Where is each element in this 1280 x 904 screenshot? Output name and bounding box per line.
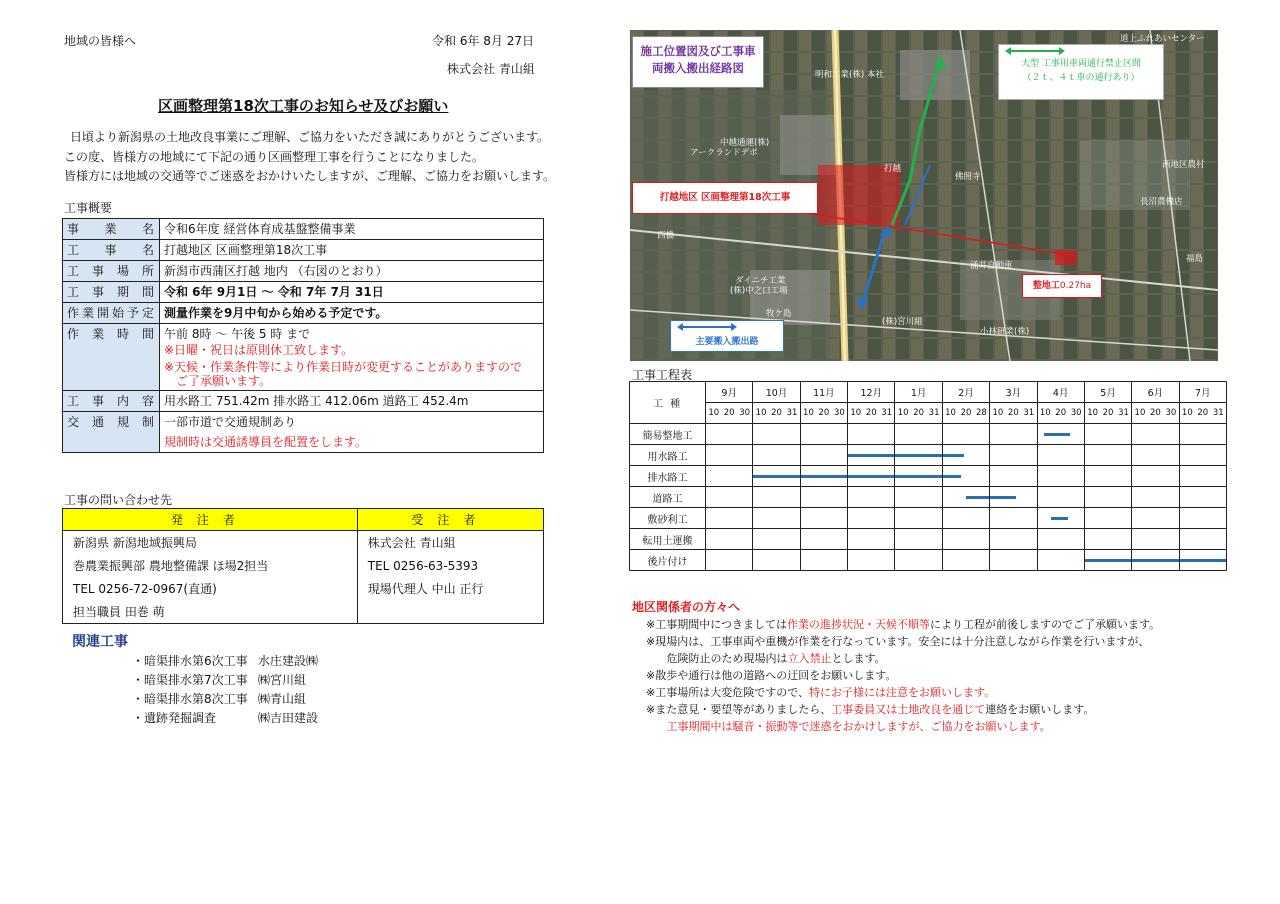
table-row [630, 508, 1227, 529]
schedule-cell [1084, 550, 1131, 571]
day-ticks [800, 403, 847, 424]
notice-line [646, 701, 1160, 718]
schedule-cell [1084, 424, 1131, 445]
notice-text: ※工事期間中につきましては [646, 618, 787, 631]
row-value [160, 412, 544, 453]
notice-text: 特にお子様には注意をお願いします。 [809, 686, 996, 699]
schedule-cell [1132, 550, 1179, 571]
schedule-cell [942, 508, 989, 529]
table-row [63, 219, 544, 240]
day-tick: 20 [1150, 408, 1161, 418]
site-map [630, 30, 1218, 361]
table-row [630, 382, 1227, 403]
notice-text: 連絡をお願いします。 [985, 703, 1095, 716]
schedule-cell [895, 529, 942, 550]
list-item: ・暗渠排水第8次工事 ㈱青山組 [132, 692, 307, 706]
schedule-cell [1132, 466, 1179, 487]
no-entry-legend [998, 44, 1164, 100]
schedule-cell [1132, 424, 1179, 445]
intro-line: 皆様方には地域の交通等でご迷惑をおかけいたしますが、ご理解、ご協力をお願いします。 [64, 169, 556, 183]
traffic-text: 一部市道で交通規制あり [164, 415, 297, 429]
contact-heading: 工事の問い合わせ先 [64, 493, 173, 507]
place-label: 牧ケ島 [766, 309, 792, 319]
schedule-bar [895, 475, 941, 478]
row-key: 工事内容 [63, 391, 160, 412]
month-header: 3月 [990, 382, 1037, 403]
day-tick: 10 [803, 408, 814, 418]
month-header: 2月 [942, 382, 989, 403]
table-row [63, 391, 544, 412]
day-ticks [990, 403, 1037, 424]
table-row [63, 412, 544, 453]
table-row [63, 282, 544, 303]
row-key: 工事名 [63, 240, 160, 261]
month-header: 4月 [1037, 382, 1084, 403]
work-item-name: 用水路工 [630, 445, 706, 466]
schedule-cell [753, 445, 800, 466]
day-tick: 30 [1165, 408, 1177, 418]
day-tick: 20 [865, 408, 877, 418]
month-header: 1月 [895, 382, 942, 403]
place-label: アークランドデポ [690, 148, 758, 158]
table-row [630, 550, 1227, 571]
place-label: (株)宮川組 [882, 317, 923, 327]
place-label: 福島 [1186, 254, 1204, 264]
page-title: 区画整理第18次工事のお知らせ及びお願い [158, 97, 449, 115]
schedule-cell [1132, 445, 1179, 466]
overview-heading: 工事概要 [64, 201, 113, 215]
schedule-cell [706, 487, 753, 508]
schedule-cell [1037, 508, 1084, 529]
day-ticks [1084, 403, 1131, 424]
schedule-cell [1179, 550, 1226, 571]
notice-list [646, 616, 1160, 735]
related-heading: 関連工事 [72, 634, 128, 650]
note-holiday: ※日曜・祝日は原則休工致します。 [164, 343, 354, 357]
schedule-cell [895, 466, 942, 487]
route-legend [670, 320, 784, 352]
row-key: 交通規制 [63, 412, 160, 453]
table-row [63, 577, 544, 600]
schedule-cell [800, 466, 847, 487]
notice-text: ※工事場所は大変危険ですので、 [646, 686, 809, 699]
schedule-cell [942, 445, 989, 466]
schedule-cell [800, 487, 847, 508]
day-ticks [1179, 403, 1226, 424]
notice-text: ※また意見・要望等がありましたら、 [646, 703, 832, 716]
row-key: 作業開始予定 [63, 303, 160, 324]
schedule-bar [943, 454, 964, 457]
schedule-cell [1037, 445, 1084, 466]
orderer-header: 発注者 [63, 509, 358, 531]
schedule-bar [895, 454, 941, 457]
schedule-cell [1179, 445, 1226, 466]
overview-table [62, 218, 544, 453]
notice-text: 作業の進捗状況・天候不順等 [787, 618, 930, 631]
schedule-cell [706, 508, 753, 529]
list-item: ・暗渠排水第7次工事 ㈱宮川組 [132, 673, 307, 687]
row-value: 打越地区 区画整理第18次工事 [160, 240, 544, 261]
schedule-table [629, 381, 1227, 571]
month-header: 7月 [1179, 382, 1226, 403]
schedule-bar [1085, 559, 1131, 562]
day-tick: 10 [1087, 408, 1099, 418]
contractor-line: 株式会社 青山組 [357, 531, 543, 555]
schedule-cell [942, 466, 989, 487]
schedule-cell [990, 424, 1037, 445]
notice-line [646, 667, 1160, 684]
day-tick: 10 [850, 408, 862, 418]
schedule-cell [942, 487, 989, 508]
greeting: 地域の皆様へ [64, 34, 137, 48]
schedule-cell [1132, 508, 1179, 529]
row-key: 工事期間 [63, 282, 160, 303]
schedule-cell [1037, 529, 1084, 550]
month-header: 9月 [706, 382, 753, 403]
site2-area: 0.27ha [1059, 281, 1092, 291]
day-tick: 30 [833, 408, 845, 418]
list-item: ・暗渠排水第6次工事 水庄建設㈱ [132, 654, 319, 668]
issue-date: 令和 6年 8月 27日 [432, 34, 534, 48]
day-tick: 31 [786, 408, 798, 418]
schedule-cell [1084, 529, 1131, 550]
schedule-cell [1037, 550, 1084, 571]
table-row [63, 303, 544, 324]
table-row [630, 424, 1227, 445]
place-label: 西地区農村 [1162, 160, 1205, 170]
schedule-cell [1037, 487, 1084, 508]
notice-text: により工程が前後しますのでご了承願います。 [930, 618, 1161, 631]
note-weather-line: ※天候・作業条件等により作業日時が変更することがありますので [164, 360, 523, 374]
table-row [63, 531, 544, 555]
schedule-cell [1037, 466, 1084, 487]
schedule-cell [753, 529, 800, 550]
intro-text [64, 128, 556, 187]
month-header: 10月 [753, 382, 800, 403]
schedule-cell [753, 508, 800, 529]
table-row [63, 554, 544, 577]
day-tick: 10 [1181, 408, 1193, 418]
schedule-cell [895, 487, 942, 508]
notice-text: 工事委員又は土地改良を通じて [831, 703, 986, 716]
row-value [160, 324, 544, 391]
day-tick: 31 [928, 408, 940, 418]
schedule-cell [895, 445, 942, 466]
work-item-name: 排水路工 [630, 466, 706, 487]
schedule-cell [1084, 487, 1131, 508]
schedule-cell [1037, 424, 1084, 445]
schedule-cell [1179, 529, 1226, 550]
notice-text: 工事期間中は騒音・振動等で迷惑をおかけしますが、ご協力をお願いします。 [656, 720, 1051, 733]
place-label: 中越通運(株) [720, 138, 770, 148]
place-label: 打越 [884, 164, 902, 174]
schedule-cell [1084, 445, 1131, 466]
work-item-name: 後片付け [630, 550, 706, 571]
schedule-cell [1179, 487, 1226, 508]
schedule-cell [800, 550, 847, 571]
day-tick: 10 [755, 408, 767, 418]
day-tick: 10 [1039, 408, 1051, 418]
day-tick: 31 [1023, 408, 1035, 418]
day-tick: 20 [1197, 408, 1209, 418]
schedule-cell [990, 550, 1037, 571]
day-ticks [895, 403, 942, 424]
schedule-cell [1179, 424, 1226, 445]
intro-line: この度、皆様方の地域にて下記の通り区画整理工事を行うことになりました。 [64, 149, 485, 164]
schedule-bar [801, 475, 847, 478]
schedule-cell [848, 424, 895, 445]
schedule-cell [706, 424, 753, 445]
day-tick: 20 [818, 408, 830, 418]
schedule-cell [848, 508, 895, 529]
notice-line [646, 650, 1160, 667]
table-row [630, 466, 1227, 487]
schedule-cell [706, 466, 753, 487]
table-row [63, 261, 544, 282]
row-value: 用水路工 751.42m 排水路工 412.06m 道路工 452.4m [160, 391, 544, 412]
place-label: 長沼農機店 [1140, 197, 1183, 207]
row-key: 事業名 [63, 219, 160, 240]
day-tick: 10 [992, 408, 1004, 418]
table-row [630, 403, 1227, 424]
schedule-bar [1132, 559, 1178, 562]
place-label: 佛照寺 [955, 172, 981, 182]
notice-text: ※散歩や通行は他の道路への迂回をお願いします。 [646, 669, 897, 682]
table-row [630, 445, 1227, 466]
schedule-cell [1179, 508, 1226, 529]
day-tick: 20 [1102, 408, 1114, 418]
schedule-cell [990, 466, 1037, 487]
contractor-line: 現場代理人 中山 正行 [357, 577, 543, 600]
schedule-cell [1084, 466, 1131, 487]
notice-line [646, 684, 1160, 701]
notice-line [646, 633, 1160, 650]
no-entry-text: 大型 工事用車両通行禁止区間 [1021, 59, 1141, 69]
note-weather [164, 360, 539, 388]
notice-line [646, 718, 1160, 735]
table-row [63, 324, 544, 391]
orderer-line: 巻農業振興部 農地整備課 ほ場2担当 [63, 554, 358, 577]
schedule-cell [990, 445, 1037, 466]
orderer-line: TEL 0256-72-0967(直通) [63, 577, 358, 600]
day-tick: 28 [976, 408, 987, 418]
schedule-cell [753, 466, 800, 487]
schedule-cell [942, 550, 989, 571]
schedule-bar [990, 496, 1015, 499]
schedule-bar [943, 475, 962, 478]
table-row [63, 509, 544, 531]
day-tick: 30 [739, 408, 751, 418]
map-title-line: 施工位置図及び工事車 [640, 44, 756, 58]
place-label: ダイニチ工業 [735, 276, 786, 286]
orderer-line: 担当職員 田巻 萌 [63, 600, 358, 624]
day-ticks [706, 403, 753, 424]
schedule-cell [848, 445, 895, 466]
day-tick: 20 [913, 408, 925, 418]
notice-text: とします。 [831, 652, 886, 665]
notice-text: 危険防止のため現場内は [656, 652, 788, 665]
month-header: 12月 [848, 382, 895, 403]
schedule-heading: 工事工程表 [632, 368, 693, 382]
day-tick: 20 [960, 408, 972, 418]
schedule-cell [942, 529, 989, 550]
route-label: 主要搬入搬出路 [695, 337, 759, 347]
schedule-cell [706, 529, 753, 550]
schedule-cell [942, 424, 989, 445]
schedule-cell [848, 529, 895, 550]
schedule-cell [706, 550, 753, 571]
traffic-note: 規制時は交通誘導員を配置をします。 [164, 435, 368, 449]
table-row [630, 487, 1227, 508]
note-weather-line: ご了承願います。 [176, 374, 272, 388]
contractor-line: TEL 0256-63-5393 [357, 554, 543, 577]
day-ticks [753, 403, 800, 424]
day-tick: 10 [1134, 408, 1146, 418]
row-key: 作業時間 [63, 324, 160, 391]
schedule-bar [1051, 517, 1067, 520]
schedule-cell [800, 445, 847, 466]
schedule-cell [895, 508, 942, 529]
table-row [63, 600, 544, 624]
row-value: 令和 6年 9月1日 ～ 令和 7年 7月 31日 [160, 282, 544, 303]
schedule-cell [848, 487, 895, 508]
schedule-bar [966, 496, 989, 499]
schedule-cell [895, 424, 942, 445]
row-key: 工事場所 [63, 261, 160, 282]
schedule-cell [848, 550, 895, 571]
day-tick: 31 [1212, 408, 1224, 418]
schedule-cell [753, 550, 800, 571]
schedule-cell [800, 424, 847, 445]
list-item: ・遺跡発掘調査 ㈱吉田建設 [132, 711, 319, 725]
site2-label [1022, 274, 1102, 298]
day-tick: 31 [1118, 408, 1129, 418]
day-tick: 10 [945, 408, 956, 418]
month-header: 6月 [1132, 382, 1179, 403]
place-label: (株)中之口工場 [730, 286, 788, 296]
table-row [630, 529, 1227, 550]
work-hours: 午前 8時 ～ 午後 5 時 まで [164, 327, 311, 341]
schedule-cell [753, 487, 800, 508]
day-tick: 31 [881, 408, 893, 418]
day-tick: 10 [897, 408, 909, 418]
schedule-cell [1179, 466, 1226, 487]
schedule-bar [1180, 559, 1226, 562]
month-header: 5月 [1084, 382, 1131, 403]
company-name: 株式会社 青山組 [447, 62, 535, 76]
work-item-name: 簡易整地工 [630, 424, 706, 445]
work-item-name: 敷砂利工 [630, 508, 706, 529]
contact-table [62, 508, 544, 624]
day-tick: 20 [1007, 408, 1019, 418]
schedule-bar [848, 475, 894, 478]
intro-line: 日頃より新潟県の土地改良事業にご理解、ご協力をいただき誠にありがとうございます。 [70, 130, 550, 144]
place-label: 小林研業(株) [980, 327, 1030, 337]
day-ticks [1132, 403, 1179, 424]
contractor-line [357, 600, 543, 624]
day-ticks [942, 403, 989, 424]
work-item-name: 転用土運搬 [630, 529, 706, 550]
contractor-header: 受注者 [357, 509, 543, 531]
schedule-cell [848, 466, 895, 487]
row-value: 新潟市西蒲区打越 地内 （右図のとおり） [160, 261, 544, 282]
schedule-cell [800, 529, 847, 550]
day-ticks [848, 403, 895, 424]
schedule-cell [706, 445, 753, 466]
site2-label-name: 整地工 [1032, 281, 1060, 291]
work-item-name: 道路工 [630, 487, 706, 508]
map-title [632, 36, 764, 88]
route-arrow-icon [677, 323, 737, 331]
day-tick: 20 [1055, 408, 1067, 418]
day-ticks [1037, 403, 1084, 424]
no-entry-arrow-icon [1005, 47, 1065, 55]
schedule-cell [990, 508, 1037, 529]
schedule-cell [753, 424, 800, 445]
day-tick: 20 [723, 408, 735, 418]
month-header: 11月 [800, 382, 847, 403]
schedule-cell [800, 508, 847, 529]
schedule-cell [1132, 487, 1179, 508]
related-list [132, 652, 318, 728]
schedule-cell [1084, 508, 1131, 529]
day-tick: 20 [771, 408, 782, 418]
schedule-cell [990, 529, 1037, 550]
row-value: 測量作業を9月中旬から始める予定です。 [160, 303, 544, 324]
day-tick: 30 [1070, 408, 1082, 418]
item-header: 工 種 [630, 382, 706, 424]
orderer-line: 新潟県 新潟地域振興局 [63, 531, 358, 555]
schedule-bar [848, 454, 894, 457]
table-row [63, 240, 544, 261]
schedule-cell [895, 550, 942, 571]
schedule-bar [753, 475, 799, 478]
place-label: 涌井自動車 [970, 261, 1013, 271]
schedule-cell [1132, 529, 1179, 550]
schedule-cell [990, 487, 1037, 508]
place-label: 道上ふれあいセンター [1120, 34, 1205, 44]
notice-line [646, 616, 1160, 633]
day-tick: 10 [708, 408, 720, 418]
place-label: 明和工業(株) 本社 [815, 70, 884, 80]
no-entry-note: （２ｔ、４ｔ車の通行あり） [1022, 73, 1140, 83]
place-label: 西橋 [657, 231, 675, 241]
notice-text: 立入禁止 [787, 652, 832, 665]
schedule-bar [1044, 433, 1069, 436]
row-value: 令和6年度 経営体育成基盤整備事業 [160, 219, 544, 240]
map-title-line: 両搬入搬出経路図 [652, 61, 744, 75]
site-label: 打越地区 区画整理第18次工事 [632, 182, 818, 214]
notice-heading: 地区関係者の方々へ [632, 600, 741, 614]
notice-text: ※現場内は、工事車両や重機が作業を行なっています。安全には十分注意しながら作業を行いますが、 [646, 635, 1150, 648]
